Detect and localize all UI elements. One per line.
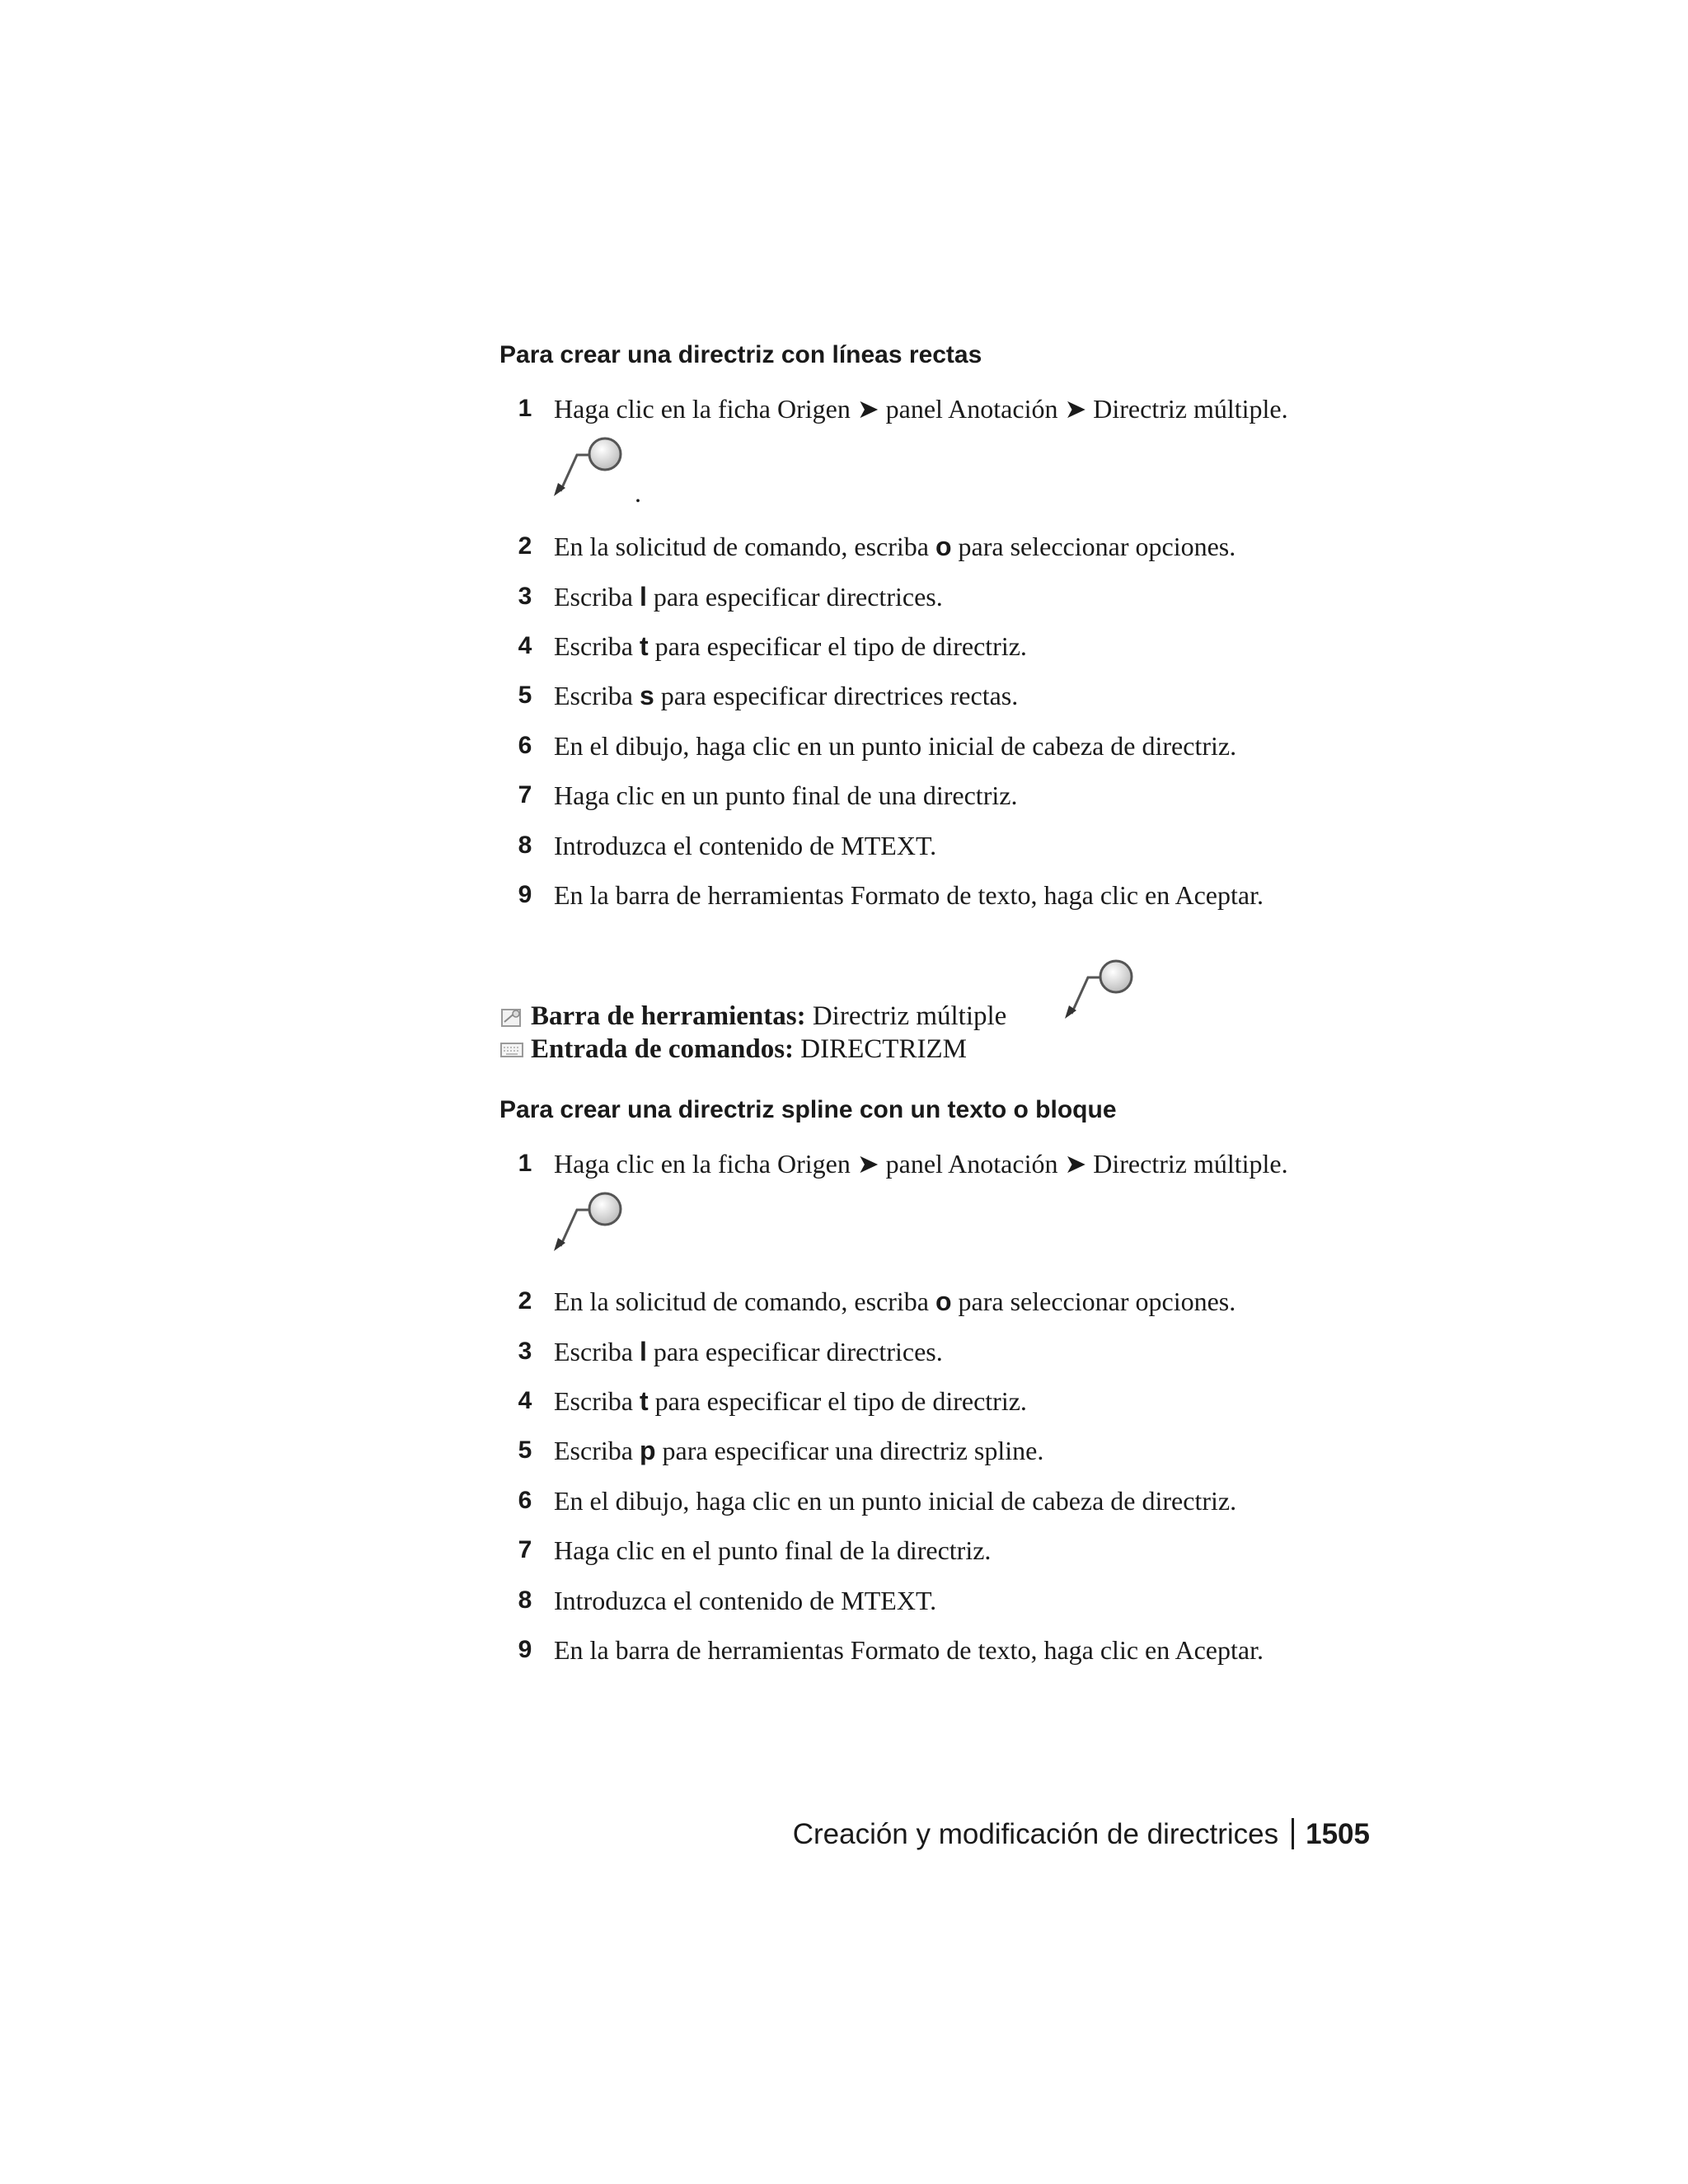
footer-separator xyxy=(1292,1818,1294,1849)
step-text: Haga clic en la ficha Origen ➤ panel Anotación ➤ Directriz múltiple. xyxy=(554,1149,1288,1179)
multileader-icon xyxy=(551,432,630,499)
step-text: Escriba t para especificar el tipo de directriz. xyxy=(554,1386,1027,1416)
step-number: 9 xyxy=(518,881,532,908)
step-text: En el dibujo, haga clic en un punto inicial de cabeza de directriz. xyxy=(554,1486,1237,1516)
step-number: 6 xyxy=(518,732,532,759)
step-text: Haga clic en la ficha Origen ➤ panel Anotación ➤ Directriz múltiple. xyxy=(554,394,1288,424)
step-text: En la barra de herramientas Formato de texto, haga clic en Aceptar. xyxy=(554,880,1264,910)
step-number: 3 xyxy=(518,1338,532,1365)
step-text: Introduzca el contenido de MTEXT. xyxy=(554,1586,937,1615)
step-text: Escriba l para especificar directrices. xyxy=(554,1337,943,1366)
step-text: En el dibujo, haga clic en un punto inicial de cabeza de directriz. xyxy=(554,731,1237,761)
step-text: En la solicitud de comando, escriba o para seleccionar opciones. xyxy=(554,1286,1236,1316)
icon-period: . xyxy=(635,478,641,508)
toolbar-icon xyxy=(499,1007,524,1029)
step-text: Escriba l para especificar directrices. xyxy=(554,582,943,612)
step-number: 4 xyxy=(518,1387,532,1414)
step-number: 2 xyxy=(518,1287,532,1315)
step-number: 9 xyxy=(518,1636,532,1663)
step-text: Escriba t para especificar el tipo de directriz. xyxy=(554,631,1027,661)
step-text: Haga clic en el punto final de la directriz. xyxy=(554,1535,992,1565)
multileader-icon xyxy=(1062,954,1141,1022)
step-text: Haga clic en un punto final de una directriz. xyxy=(554,780,1018,810)
step-number: 4 xyxy=(518,632,532,659)
step-text: En la barra de herramientas Formato de texto, haga clic en Aceptar. xyxy=(554,1635,1264,1665)
page-footer xyxy=(793,1816,1370,1853)
keyboard-icon xyxy=(499,1040,524,1060)
step-number: 2 xyxy=(518,532,532,560)
step-number: 6 xyxy=(518,1487,532,1514)
step-number: 7 xyxy=(518,1536,532,1563)
step-number: 5 xyxy=(518,682,532,709)
page-number: 1505 xyxy=(1306,1818,1370,1850)
step-number: 8 xyxy=(518,832,532,859)
step-number: 3 xyxy=(518,583,532,610)
step-number: 1 xyxy=(518,1150,532,1177)
chapter-title: Creación y modificación de directrices xyxy=(792,1818,1279,1850)
step-text: Introduzca el contenido de MTEXT. xyxy=(554,831,937,860)
command-reference-text: Entrada de comandos: DIRECTRIZM xyxy=(531,1034,967,1064)
step-number: 5 xyxy=(518,1436,532,1464)
multileader-icon xyxy=(551,1187,630,1254)
step-text: Escriba s para especificar directrices rectas. xyxy=(554,681,1019,710)
section-heading-straight-leader: Para crear una directriz con líneas rectas xyxy=(499,341,982,368)
toolbar-reference-text: Barra de herramientas: Directriz múltiple xyxy=(531,1001,1007,1031)
step-number: 1 xyxy=(518,395,532,422)
step-text: En la solicitud de comando, escriba o para seleccionar opciones. xyxy=(554,532,1236,561)
section-heading-spline-leader: Para crear una directriz spline con un texto o bloque xyxy=(499,1096,1117,1123)
step-text: Escriba p para especificar una directriz spline. xyxy=(554,1436,1044,1465)
step-number: 7 xyxy=(518,781,532,808)
step-number: 8 xyxy=(518,1586,532,1614)
